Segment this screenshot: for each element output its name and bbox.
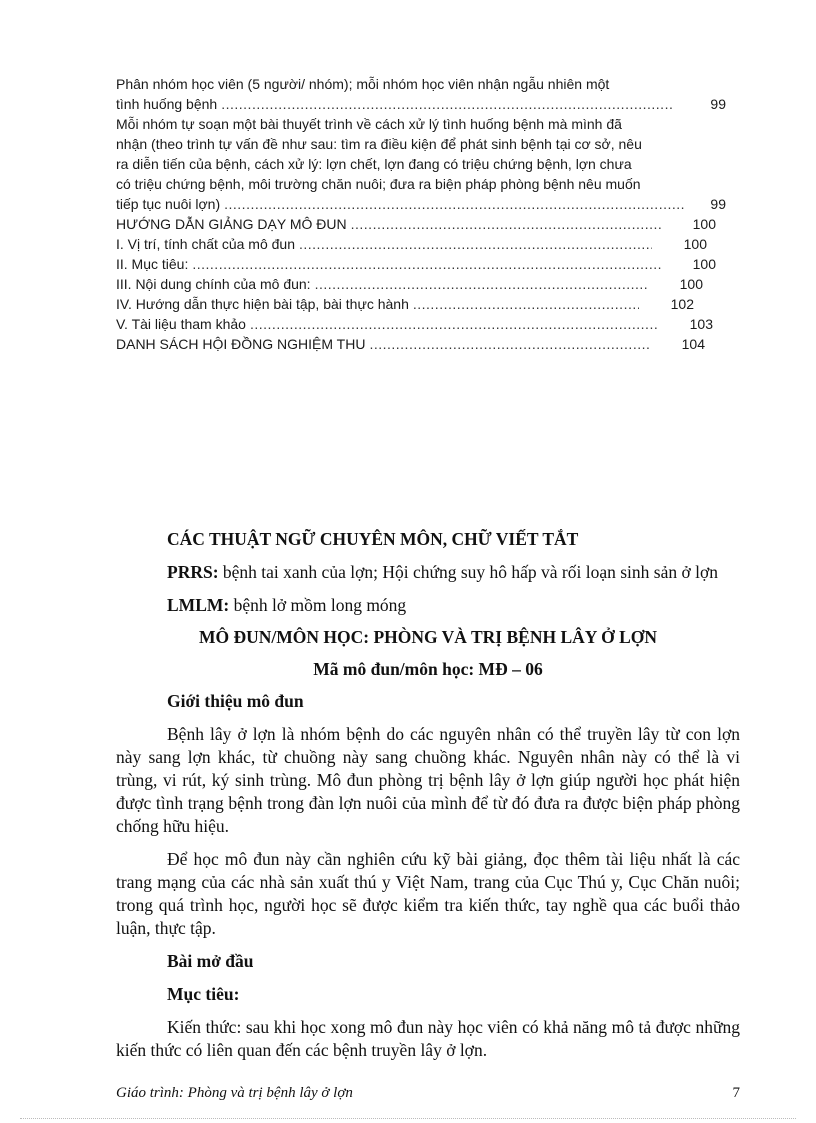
toc-leader-dots	[224, 194, 686, 214]
objective-paragraph: Kiến thức: sau khi học xong mô đun này học viên có khả năng mô tả được những kiến thức có liên quan đến các bệnh truyền lây ở lợn.	[116, 1017, 740, 1060]
toc-row-label: DANH SÁCH HỘI ĐỒNG NGHIỆM THU	[116, 336, 366, 352]
term-description: bệnh tai xanh của lợn; Hội chứng suy hô hấp và rối loạn sinh sản ở lợn	[218, 562, 718, 582]
toc-leader-dots	[250, 314, 658, 334]
toc-page-number: 100	[683, 236, 707, 252]
toc-entry-text: tình huống bệnh	[116, 96, 218, 112]
toc-row-label: IV. Hướng dẫn thực hiện bài tập, bài thực hành	[116, 296, 409, 312]
toc-entry[interactable]	[116, 114, 726, 214]
terms-heading: CÁC THUẬT NGỮ CHUYÊN MÔN, CHỮ VIẾT TẮT	[167, 529, 579, 549]
toc-row[interactable]	[116, 234, 707, 254]
toc-entry-text: nhận (theo trình tự vấn đề như sau: tìm ra điều kiện để phát sinh bệnh tại cơ sở, nêu	[116, 136, 642, 152]
toc-row[interactable]	[116, 334, 705, 354]
toc-leader-dots	[192, 254, 660, 274]
toc-row[interactable]	[116, 274, 703, 294]
toc-entry[interactable]	[116, 74, 726, 114]
page-number: 7	[732, 1085, 740, 1101]
toc-row-label: III. Nội dung chính của mô đun:	[116, 276, 311, 292]
toc-page-number: 100	[692, 216, 716, 232]
intro-paragraph: Để học mô đun này cần nghiên cứu kỹ bài giảng, đọc thêm tài liệu nhất là các trang mạng của các nhà sản xuất thú y Việt Nam, trang của Cục Thú y, Cục Chăn nuôi; trong quá trình học, người học sẽ được kiểm tra kiến thức, tay nghề qua các buổi thảo luận, thực tập.	[116, 849, 740, 938]
term-name: LMLM:	[167, 595, 230, 615]
toc-row-label: I. Vị trí, tính chất của mô đun	[116, 236, 295, 252]
toc-leader-dots	[369, 334, 649, 354]
module-code: Mã mô đun/môn học: MĐ – 06	[313, 659, 543, 679]
toc-leader-dots	[413, 294, 639, 314]
toc-page-number: 103	[689, 316, 713, 332]
toc-row[interactable]	[116, 294, 694, 314]
objective-heading: Mục tiêu:	[167, 984, 240, 1004]
document-body	[116, 528, 740, 1062]
module-title: MÔ ĐUN/MÔN HỌC: PHÒNG VÀ TRỊ BỆNH LÂY Ở LỢN	[198, 627, 658, 647]
term-definition	[116, 561, 740, 584]
toc-page-number: 100	[679, 276, 703, 292]
toc-row[interactable]	[116, 214, 716, 234]
toc-entry-text: Mỗi nhóm tự soạn một bài thuyết trình về cách xử lý tình huống bệnh mà mình đã	[116, 116, 622, 132]
toc-leader-dots	[351, 214, 661, 234]
page-bottom-divider	[20, 1118, 796, 1119]
term-definition	[116, 594, 740, 617]
toc-entry-text: Phân nhóm học viên (5 người/ nhóm); mỗi nhóm học viên nhận ngẫu nhiên một	[116, 76, 610, 92]
toc-row[interactable]	[116, 254, 716, 274]
toc-row-label: V. Tài liệu tham khảo	[116, 316, 246, 332]
toc-entry-text: ra diễn tiến của bệnh, cách xử lý: lợn chết, lợn đang có triệu chứng bệnh, lợn chưa	[116, 156, 632, 172]
toc-page-number: 99	[710, 96, 726, 112]
toc-page-number: 102	[670, 296, 694, 312]
table-of-contents	[116, 74, 726, 354]
toc-page-number: 100	[692, 256, 716, 272]
term-name: PRRS:	[167, 562, 219, 582]
footer-title: Giáo trình: Phòng và trị bệnh lây ở lợn	[116, 1085, 353, 1101]
intro-paragraph: Bệnh lây ở lợn là nhóm bệnh do các nguyên nhân có thể truyền lây từ con lợn này sang lợn khác, từ chuồng này sang chuồng khác. Nguyên nhân này có thể là vi trùng, vi rút, ký sinh trùng. Mô đun phòng trị bệnh lây ở lợn giúp người học phát hiện được tình trạng bệnh trong đàn lợn nuôi của mình để từ đó đưa ra được biện pháp phòng chống hữu hiệu.	[116, 724, 740, 836]
intro-heading: Giới thiệu mô đun	[167, 691, 304, 711]
toc-entry-text: tiếp tục nuôi lợn)	[116, 196, 221, 212]
toc-row[interactable]	[116, 314, 713, 334]
toc-page-number: 99	[710, 196, 726, 212]
lesson-heading: Bài mở đầu	[167, 951, 254, 971]
page-footer	[116, 1085, 740, 1102]
toc-entry-text: có triệu chứng bệnh, môi trường chăn nuôi; đưa ra biện pháp phòng bệnh nêu muốn	[116, 176, 641, 192]
toc-row-label: HƯỚNG DẪN GIẢNG DẠY MÔ ĐUN	[116, 216, 347, 232]
toc-leader-dots	[299, 234, 652, 254]
toc-row-label: II. Mục tiêu:	[116, 256, 189, 272]
toc-page-number: 104	[681, 336, 705, 352]
toc-leader-dots	[315, 274, 648, 294]
term-description: bệnh lở mồm long móng	[229, 595, 407, 615]
toc-leader-dots	[221, 94, 672, 114]
